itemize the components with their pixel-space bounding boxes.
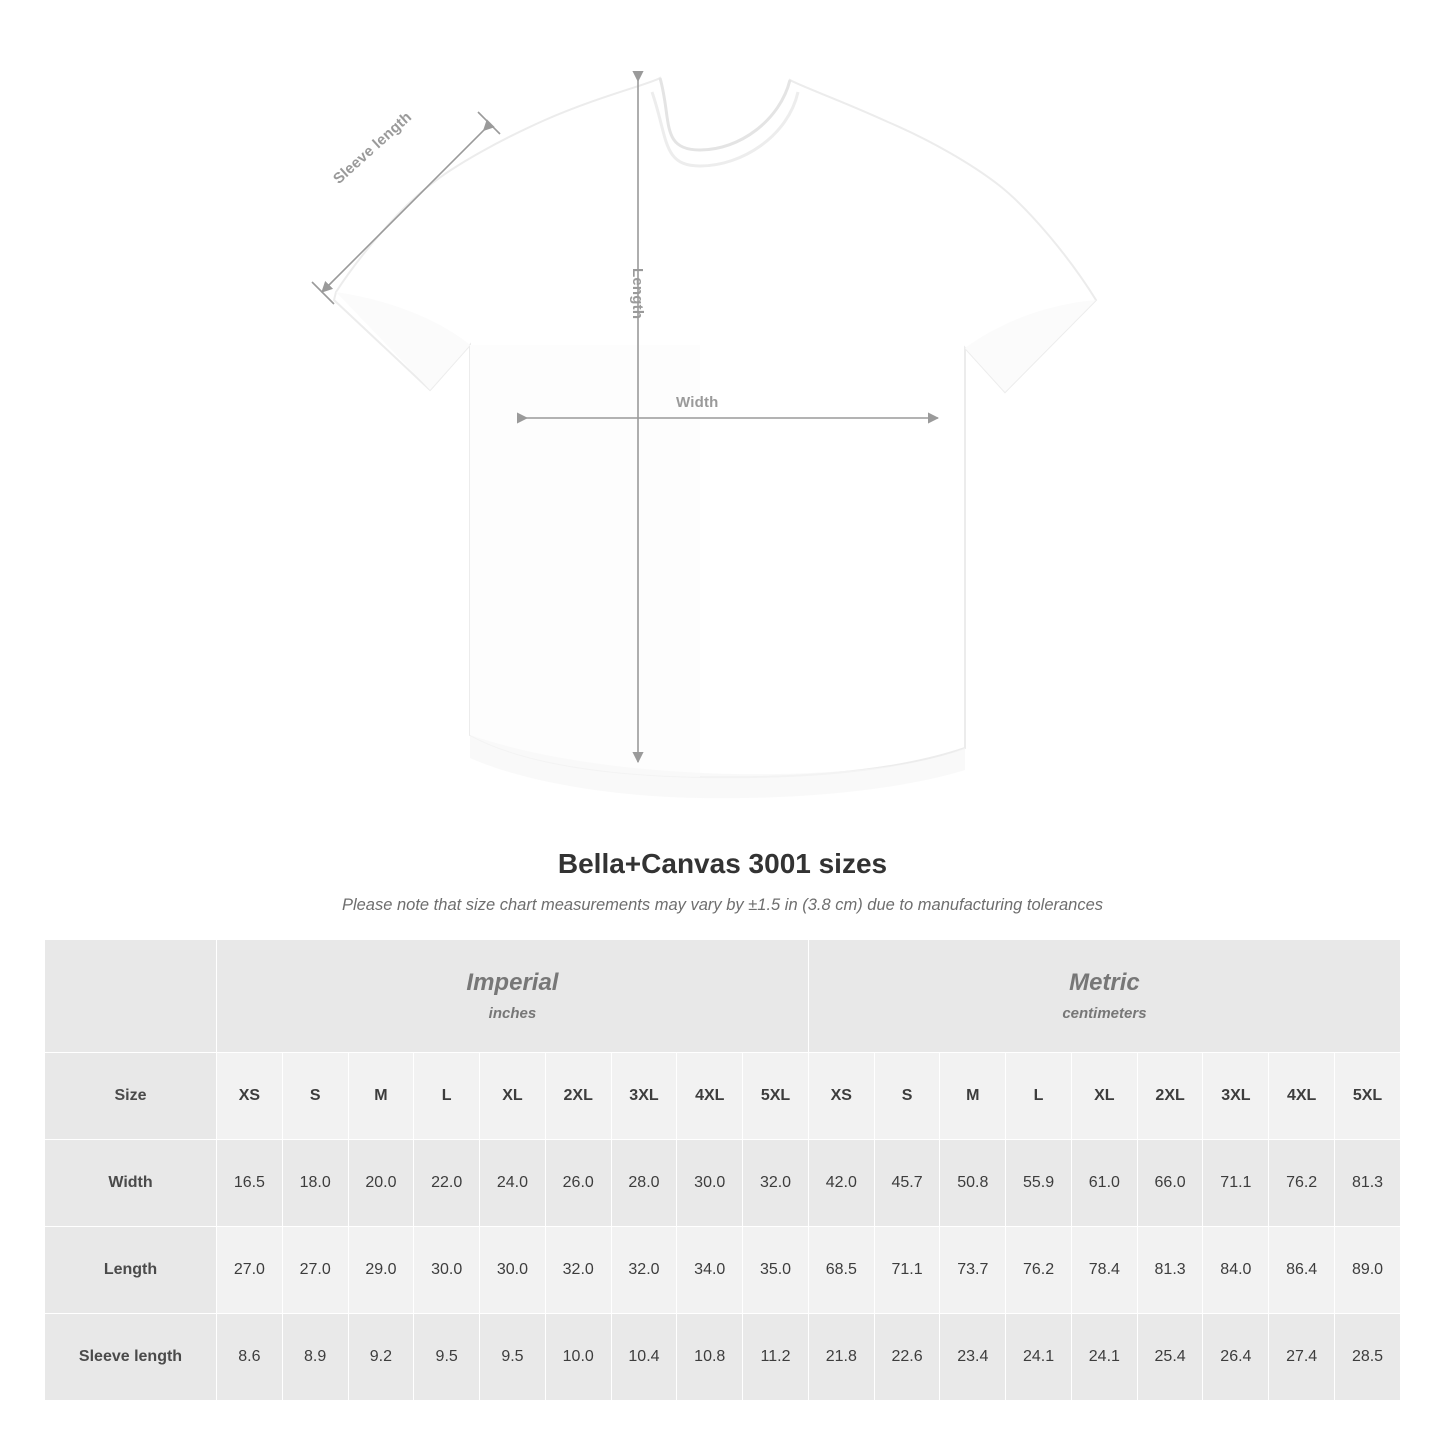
size-header-s-imperial: S: [282, 1053, 348, 1140]
cell-length-xl-imperial: 30.0: [480, 1227, 546, 1314]
size-header-4xl-imperial: 4XL: [677, 1053, 743, 1140]
cell-width-xl-imperial: 24.0: [480, 1140, 546, 1227]
cell-length-5xl-metric: 89.0: [1335, 1227, 1401, 1314]
size-chart-table: [44, 939, 1401, 1401]
cell-sleeve-5xl-imperial: 11.2: [743, 1314, 809, 1401]
cell-length-s-imperial: 27.0: [282, 1227, 348, 1314]
size-chart-table-wrap: [44, 939, 1401, 1401]
size-header-2xl-metric: 2XL: [1137, 1053, 1203, 1140]
cell-width-4xl-imperial: 30.0: [677, 1140, 743, 1227]
width-dimension-label: Width: [676, 394, 719, 411]
table-corner-cell: [45, 940, 217, 1053]
unit-group-metric-sub: centimeters: [1062, 1004, 1147, 1022]
size-header-s-metric: S: [874, 1053, 940, 1140]
row-label-width: Width: [45, 1140, 217, 1227]
cell-width-5xl-metric: 81.3: [1335, 1140, 1401, 1227]
unit-group-imperial: [217, 940, 809, 1053]
size-header-m-imperial: M: [348, 1053, 414, 1140]
cell-sleeve-s-imperial: 8.9: [282, 1314, 348, 1401]
cell-sleeve-xs-metric: 21.8: [808, 1314, 874, 1401]
size-header-row: [45, 1053, 1401, 1140]
size-header-l-imperial: L: [414, 1053, 480, 1140]
tolerance-note: Please note that size chart measurements may vary by ±1.5 in (3.8 cm) due to manufacturing tolerances: [341, 896, 1104, 914]
cell-length-xs-imperial: 27.0: [217, 1227, 283, 1314]
row-label-length: Length: [45, 1227, 217, 1314]
cell-width-3xl-imperial: 28.0: [611, 1140, 677, 1227]
cell-sleeve-4xl-metric: 27.4: [1269, 1314, 1335, 1401]
cell-width-xs-metric: 42.0: [808, 1140, 874, 1227]
unit-group-imperial-name: Imperial: [466, 969, 559, 997]
size-header-l-metric: L: [1006, 1053, 1072, 1140]
cell-width-3xl-metric: 71.1: [1203, 1140, 1269, 1227]
cell-length-2xl-imperial: 32.0: [545, 1227, 611, 1314]
cell-width-xl-metric: 61.0: [1071, 1140, 1137, 1227]
cell-length-3xl-imperial: 32.0: [611, 1227, 677, 1314]
page-title: Bella+Canvas 3001 sizes: [557, 848, 888, 879]
cell-sleeve-m-metric: 23.4: [940, 1314, 1006, 1401]
cell-sleeve-m-imperial: 9.2: [348, 1314, 414, 1401]
cell-width-xs-imperial: 16.5: [217, 1140, 283, 1227]
size-header-2xl-imperial: 2XL: [545, 1053, 611, 1140]
cell-width-l-metric: 55.9: [1006, 1140, 1072, 1227]
cell-width-s-metric: 45.7: [874, 1140, 940, 1227]
cell-sleeve-l-metric: 24.1: [1006, 1314, 1072, 1401]
size-header-xl-imperial: XL: [480, 1053, 546, 1140]
cell-width-l-imperial: 22.0: [414, 1140, 480, 1227]
cell-length-4xl-metric: 86.4: [1269, 1227, 1335, 1314]
cell-sleeve-xl-metric: 24.1: [1071, 1314, 1137, 1401]
size-header-3xl-imperial: 3XL: [611, 1053, 677, 1140]
cell-sleeve-4xl-imperial: 10.8: [677, 1314, 743, 1401]
length-dimension-label: Length: [629, 268, 646, 320]
cell-sleeve-2xl-metric: 25.4: [1137, 1314, 1203, 1401]
size-header-4xl-metric: 4XL: [1269, 1053, 1335, 1140]
cell-length-xl-metric: 78.4: [1071, 1227, 1137, 1314]
size-header-label: Size: [45, 1053, 217, 1140]
row-label-sleeve-length: Sleeve length: [45, 1314, 217, 1401]
cell-width-m-imperial: 20.0: [348, 1140, 414, 1227]
size-chart-header: [0, 848, 1445, 915]
size-header-xs-imperial: XS: [217, 1053, 283, 1140]
cell-sleeve-3xl-metric: 26.4: [1203, 1314, 1269, 1401]
cell-sleeve-2xl-imperial: 10.0: [545, 1314, 611, 1401]
table-row: [45, 1314, 1401, 1401]
cell-width-m-metric: 50.8: [940, 1140, 1006, 1227]
table-row: [45, 1227, 1401, 1314]
sleeve-length-dimension-label: Sleeve length: [330, 108, 416, 188]
cell-length-xs-metric: 68.5: [808, 1227, 874, 1314]
cell-width-s-imperial: 18.0: [282, 1140, 348, 1227]
cell-length-l-metric: 76.2: [1006, 1227, 1072, 1314]
size-header-xs-metric: XS: [808, 1053, 874, 1140]
cell-width-2xl-metric: 66.0: [1137, 1140, 1203, 1227]
cell-length-l-imperial: 30.0: [414, 1227, 480, 1314]
unit-group-metric: [808, 940, 1400, 1053]
size-header-m-metric: M: [940, 1053, 1006, 1140]
size-header-xl-metric: XL: [1071, 1053, 1137, 1140]
size-header-5xl-metric: 5XL: [1335, 1053, 1401, 1140]
cell-width-4xl-metric: 76.2: [1269, 1140, 1335, 1227]
cell-length-2xl-metric: 81.3: [1137, 1227, 1203, 1314]
cell-width-5xl-imperial: 32.0: [743, 1140, 809, 1227]
table-row: [45, 1140, 1401, 1227]
cell-sleeve-s-metric: 22.6: [874, 1314, 940, 1401]
cell-length-s-metric: 71.1: [874, 1227, 940, 1314]
cell-length-m-metric: 73.7: [940, 1227, 1006, 1314]
cell-length-3xl-metric: 84.0: [1203, 1227, 1269, 1314]
cell-width-2xl-imperial: 26.0: [545, 1140, 611, 1227]
cell-sleeve-3xl-imperial: 10.4: [611, 1314, 677, 1401]
cell-sleeve-xs-imperial: 8.6: [217, 1314, 283, 1401]
unit-group-metric-name: Metric: [1069, 969, 1140, 997]
cell-sleeve-xl-imperial: 9.5: [480, 1314, 546, 1401]
cell-length-4xl-imperial: 34.0: [677, 1227, 743, 1314]
cell-length-5xl-imperial: 35.0: [743, 1227, 809, 1314]
unit-group-row: [45, 940, 1401, 1053]
cell-length-m-imperial: 29.0: [348, 1227, 414, 1314]
cell-sleeve-5xl-metric: 28.5: [1335, 1314, 1401, 1401]
unit-group-imperial-sub: inches: [488, 1004, 537, 1022]
cell-sleeve-l-imperial: 9.5: [414, 1314, 480, 1401]
size-header-3xl-metric: 3XL: [1203, 1053, 1269, 1140]
size-header-5xl-imperial: 5XL: [743, 1053, 809, 1140]
